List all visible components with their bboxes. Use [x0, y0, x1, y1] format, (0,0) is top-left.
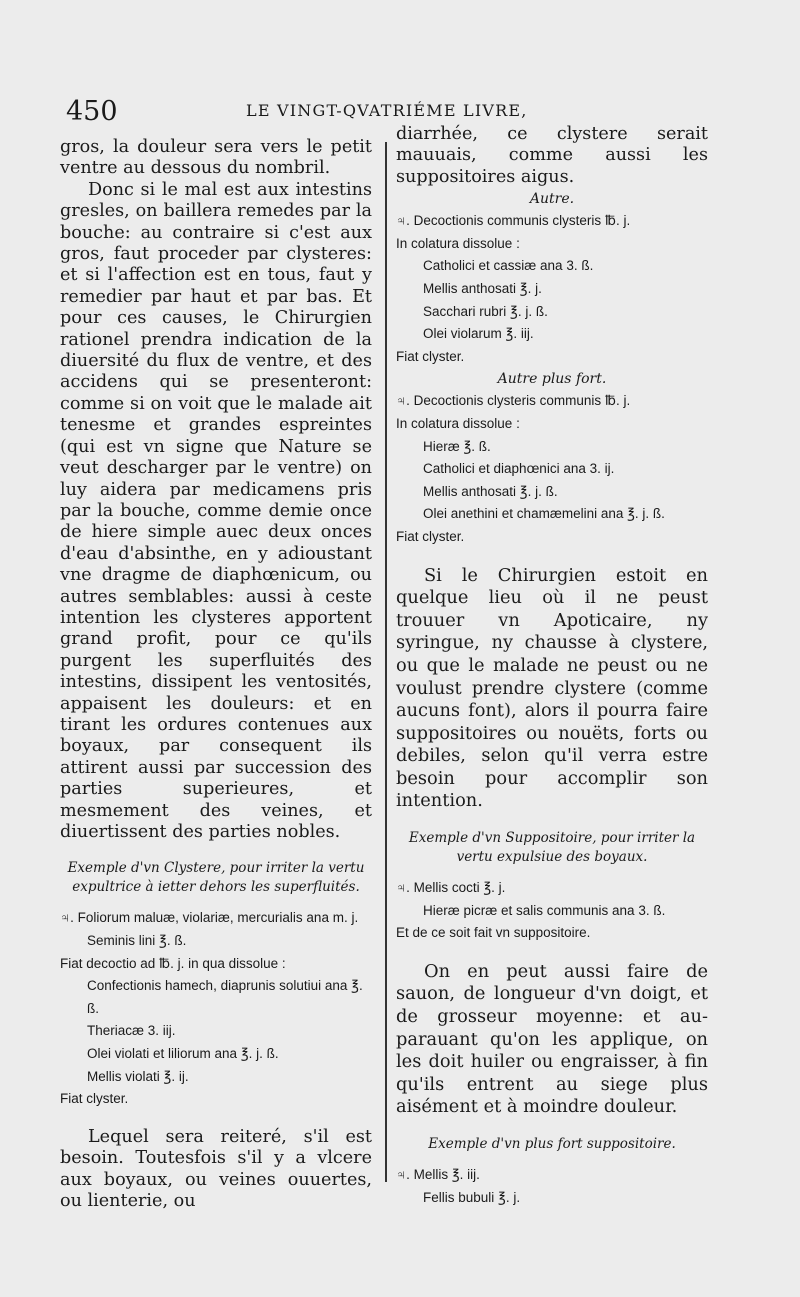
spacer [396, 1154, 708, 1164]
recipe-line: ♃. Mellis cocti ℥. j. [396, 880, 506, 896]
recipe-line: Mellis anthosati ℥. j. [423, 281, 542, 296]
recipe-line: Fiat decoctio ad ℔. j. in qua dissolue : [60, 955, 286, 971]
spacer [60, 843, 372, 859]
recipe-line: Mellis anthosati ℥. j. ß. [423, 483, 558, 499]
paragraph: Si le Chirurgien estoit en quelque lieu où il ne peust trouuer vn Apoticaire, ny syringue, ny chausse à clystere, ou que le malade ne peust ou ne voulust prendre clystere (comme aucuns font), alors il pourra faire suppositoires ou nouëts, forts ou debiles, selon qu'il verra estre besoin pour accomplir son intention. [396, 564, 708, 812]
paragraph: diarrhée, ce clystere serait mauuais, comme aussi les suppositoires aigus. [396, 124, 708, 187]
recipe-line: Catholici et cassiæ ana 3. ß. [423, 258, 594, 274]
recipe-line: Fiat clyster. [396, 528, 465, 544]
recipe-line: Fiat clyster. [60, 1091, 129, 1107]
recipe-line: Sacchari rubri ℥. j. ß. [423, 303, 548, 319]
paragraph: Lequel sera reiteré, s'il est besoin. Toutesfois s'il y a vlcere aux boyaux, ou veines ouuertes, ou lienterie, ou [60, 1126, 372, 1211]
recipe-line: In colatura dissolue : [396, 235, 520, 251]
recipe-line: Confectionis hamech, diaprunis solutiui ana ℥. ß. [87, 978, 363, 1016]
paragraph: On en peut aussi faire de sauon, de longueur d'vn doigt, et de grosseur moyenne: et au-parauant qu'on les applique, on les doit huiler ou engraisser, à fin qu'ils entrent au siege plus aisément et à moindre douleur. [396, 960, 708, 1118]
recipe-line: Olei anethini et chamæmelini ana ℥. j. ß. [423, 506, 665, 522]
recipe-line: ♃. Mellis ℥. iij. [396, 1167, 480, 1182]
recipe-line: Olei violarum ℥. iij. [423, 326, 534, 342]
recipe-line: Seminis lini ℥. ß. [87, 933, 187, 948]
recipe-line: ♃. Decoctionis clysteris communis ℔. j. [396, 393, 631, 409]
recipe-line: ♃. Foliorum maluæ, violariæ, mercurialis ana m. j. [60, 910, 359, 926]
recipe-line: In colatura dissolue : [396, 415, 520, 431]
right-column [396, 124, 708, 1209]
recipe-heading: Autre. [529, 191, 575, 208]
example-title: Exemple d'vn Suppositoire, pour irriter la vertu expulsiue des boyaux. [408, 830, 696, 866]
spacer [396, 549, 708, 565]
spacer [396, 1119, 708, 1135]
running-title: LE VINGT-QVATRIÉME LIVRE, [246, 101, 528, 120]
recipe-line: Theriacæ 3. iij. [87, 1023, 176, 1039]
recipe-line: Catholici et diaphœnici ana 3. ij. [423, 461, 615, 477]
example-title: Exemple d'vn Clystere, pour irriter la vertu expultrice à ietter dehors les superfluités. [67, 860, 365, 896]
spacer [396, 813, 708, 829]
recipe-line: Fellis bubuli ℥. j. [423, 1189, 521, 1205]
paragraph: Donc si le mal est aux intestins gresles, on baillera remedes par la bouche: au contraire si c'est aux gros, faut proceder par clysteres: et si l'affection est en tous, faut y remedier par haut et par bas. Et pour ces causes, le Chirurgien rationel prendra indication de la diuersité du flux de ventre, et des accidens qui se presenteront: comme si on voit que le malade ait tenesme et grandes espreintes (qui est vn signe que Nature se veut descharger par le ventre) on luy aidera par medicamens pris par la bouche, comme demie once de hiere simple auec deux onces d'eau d'absinthe, en y adioustant vne dragme de diaphœnicum, ou autres semblables: aussi à ceste intention les clysteres apportent grand profit, pour ce qu'ils purgent les superfluités des intestins, dissipent les ventosités, appaisent les douleurs: et en tirant les ordures contenues aux boyaux, par consequent ils attirent aussi par succession des parties superieures, et mesmement des veines, et diuertissent des parties nobles. [60, 179, 372, 842]
recipe-line: Hieræ picræ et salis communis ana 3. ß. [423, 902, 666, 918]
page-number: 450 [66, 96, 118, 127]
recipe-line: Fiat clyster. [396, 348, 465, 364]
recipe-heading: Autre plus fort. [497, 371, 607, 388]
column-rule [385, 142, 387, 1182]
spacer [60, 1111, 372, 1127]
spacer [396, 867, 708, 877]
paragraph: gros, la douleur sera vers le petit ventre au dessous du nombril. [60, 137, 372, 179]
spacer [60, 897, 372, 907]
spacer [396, 945, 708, 961]
left-column [60, 137, 372, 1212]
recipe-line: Mellis violati ℥. ij. [87, 1068, 189, 1084]
recipe-line: Hieræ ℥. ß. [423, 438, 491, 454]
recipe-line: ♃. Decoctionis communis clysteris ℔. j. [396, 213, 631, 229]
recipe-line: Et de ce soit fait vn suppositoire. [396, 925, 591, 941]
example-title: Exemple d'vn plus fort suppositoire. [428, 1136, 676, 1152]
recipe-line: Olei violati et liliorum ana ℥. j. ß. [87, 1045, 279, 1061]
